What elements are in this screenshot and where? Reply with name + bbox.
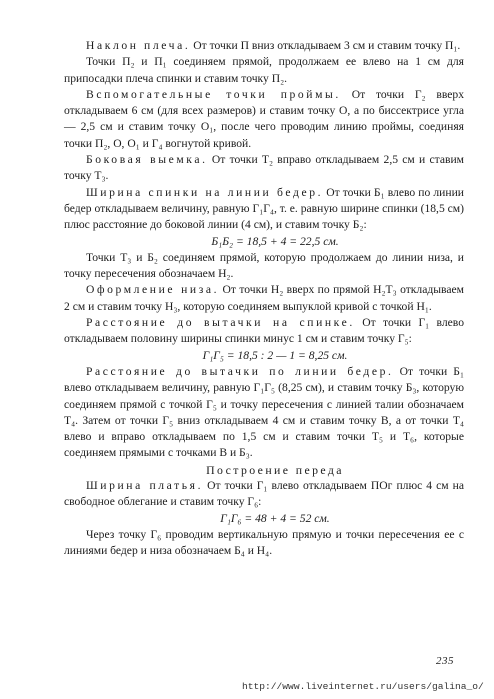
text-shoulder-slope: От точки П вниз откладываем 3 см и ставим точку П₁. bbox=[190, 39, 461, 52]
paragraph-dart-hips bbox=[64, 364, 464, 462]
text-shoulder-join: Точки П₂ и П₁ соединяем прямой, продолжаем ее влево на 1 см для припосадки плеча спинки и ставим точку П₂. bbox=[64, 55, 464, 85]
paragraph-vertical-line bbox=[64, 527, 464, 560]
text-dress-width: От точки Г₁ влево откладываем ПОг плюс 4 см на свободное облегание и ставим точку Г₆: bbox=[64, 479, 464, 509]
formula-g1g6: Г₁Г₆ = 48 + 4 = 52 см. bbox=[220, 511, 330, 525]
paragraph-armhole-points bbox=[64, 87, 464, 152]
text-hem-shape: От точки Н₂ вверх по прямой Н₂Т₃ откладываем 2 см и ставим точку Н₃, которую соединяем выпуклой кривой с точкой Н₁. bbox=[64, 283, 464, 313]
formula-b1b2: Б₁Б₂ = 18,5 + 4 = 22,5 см. bbox=[211, 234, 339, 248]
paragraph-back-width-hips bbox=[64, 185, 464, 234]
text-armhole-points: От точки Г₂ вверх откладываем 6 см (для всех размеров) и ставим точку О, а по биссектрисе угла — 2,5 см и ставим точку О₁, после чего проводим линию проймы, соединяя точки П₂, О, О₁ и Г₄ вогнутой кривой. bbox=[64, 87, 464, 150]
paragraph-side-notch bbox=[64, 152, 464, 185]
paragraph-dress-width bbox=[64, 478, 464, 511]
term-back-width-hips: Ширина спинки на линии бедер. bbox=[86, 185, 324, 199]
formula-g1g5: Г₁Г₅ = 18,5 : 2 — 1 = 8,25 см. bbox=[202, 348, 348, 362]
footer-url: http://www.liveinternet.ru/users/galina_o/ bbox=[242, 681, 484, 692]
text-dart-distance: От точки Г₁ влево откладываем половину ширины спинки минус 1 см и ставим точку Г₅: bbox=[64, 316, 464, 346]
term-dress-width: Ширина платья. bbox=[86, 479, 204, 493]
text-vertical-line: Через точку Г₆ проводим вертикальную прямую и точки пересечения ее с линиями бедер и низа обозначаем Б₄ и Н₄. bbox=[64, 527, 464, 558]
text-side-notch: От точки Т₂ вправо откладываем 2,5 см и ставим точку Т₃. bbox=[64, 153, 464, 183]
term-side-notch: Боковая выемка. bbox=[86, 153, 208, 167]
term-shoulder-slope: Наклон плеча. bbox=[86, 39, 191, 52]
paragraph-hem-line bbox=[64, 250, 464, 283]
term-dart-distance: Расстояние до вытачки на спинке. bbox=[86, 316, 355, 330]
text-back-width-hips: От точки Б₁ влево по линии бедер откладываем величину, равную Г₁Г₄, т. е. равную ширине спинки (18,5 см) плюс расстояние до боковой линии (4 см), и ставим точку Б₂: bbox=[64, 185, 464, 232]
term-armhole-points: Вспомогательные точки проймы. bbox=[86, 87, 341, 101]
text-hem-line: Точки Т₃ и Б₂ соединяем прямой, которую продолжаем до линии низа, и точку пересечения обозначаем Н₂. bbox=[64, 250, 464, 281]
paragraph-shoulder-slope bbox=[64, 38, 464, 54]
term-dart-hips: Расстояние до вытачки по линии бедер. bbox=[86, 364, 394, 378]
section-heading: Построение переда bbox=[206, 462, 344, 477]
page-number: 235 bbox=[436, 655, 454, 667]
text-dart-hips: От точки Б₁ влево откладываем величину, равную Г₁Г₅ (8,25 см), и ставим точку Б₃, которую соединяем прямой с точкой Г₅ и точку пересечения с линией талии обозначаем Т₄. Затем от точки Г₅ вниз откладываем 4 см и ставим точку В, а от точки Т₄ влево и вправо откладываем по 1,5 см и ставим точки Т₅ и Т₆, которые соединяем прямыми с точками В и Б₃. bbox=[64, 364, 464, 460]
paragraph-shoulder-join bbox=[64, 54, 464, 87]
paragraph-dart-distance bbox=[64, 315, 464, 348]
term-hem-shape: Оформление низа. bbox=[86, 283, 220, 297]
page-body bbox=[64, 38, 464, 560]
paragraph-hem-shape bbox=[64, 282, 464, 315]
